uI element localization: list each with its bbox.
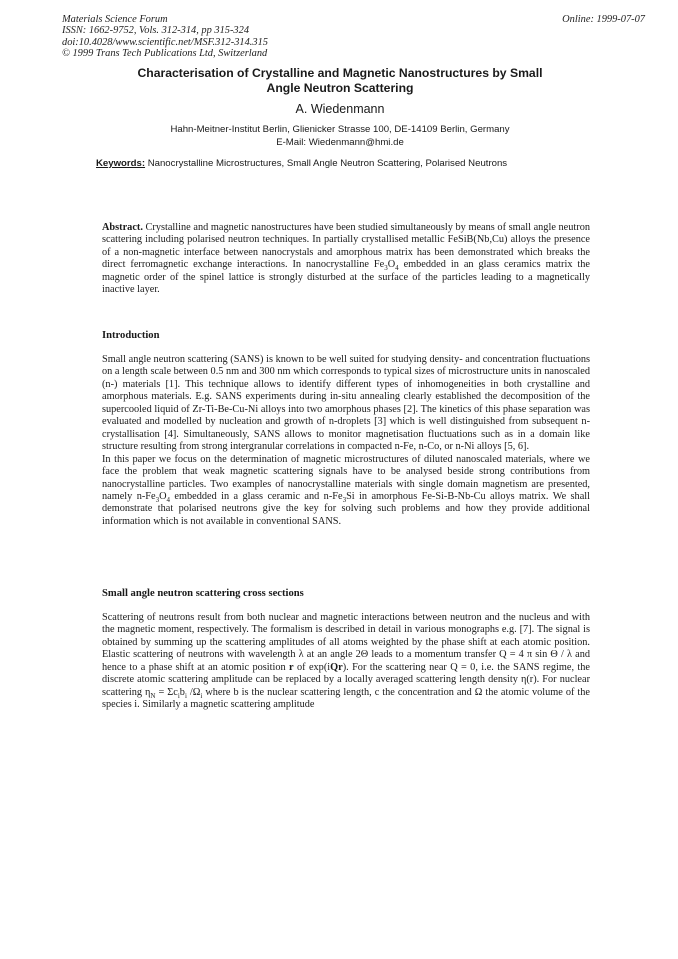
subscript: i <box>184 691 187 700</box>
paragraph-text: Si in amorphous Fe-Si-B-Nb-Cu alloys matrix. We shall demonstrate that polarised neutrons give the key for solving such problems and how they provide additional information which is not available in conventional SANS. <box>102 490 590 527</box>
doi-line[interactable]: doi:10.4028/www.scientific.net/MSF.312-314.315 <box>62 36 268 48</box>
paragraph-text: = Σc <box>155 686 178 698</box>
introduction-paragraph-2 <box>102 454 590 529</box>
abstract <box>102 222 590 297</box>
abstract-text: O <box>387 259 396 271</box>
subscript: 4 <box>395 264 399 273</box>
abstract-text: embedded in an glass ceramics matrix the magnetic order of the spinel lattice is strongly disturbed at the surface of the particles leading to a magnetically inactive layer. <box>102 259 591 296</box>
paragraph-text: of exp(i <box>293 661 331 673</box>
title-line-1: Characterisation of Crystalline and Magnetic Nanostructures by Small <box>137 66 543 80</box>
abstract-text: Crystalline and magnetic nanostructures have been studied simultaneously by means of small angle neutron scattering including polarised neutron techniques. In partially crystallised metallic FeSiB(Nb,Cu) alloys the presence of a non-magnetic interface between nanocrystals and amorphous matrix has been demonstrated which breaks the direct ferromagnetic exchange interactions. In nanocrystalline Fe <box>102 222 590 271</box>
introduction-heading: Introduction <box>102 330 160 341</box>
paragraph-text: ). For the scattering near Q = 0, i.e. the SANS regime, the discrete atomic scattering amplitude can be replaced by a locally averaged scattering length density η(r). For nuclear scattering η <box>102 661 590 698</box>
vector-r: r <box>289 661 294 673</box>
subscript: 3 <box>155 496 160 505</box>
paper-title <box>70 66 610 95</box>
journal-metadata <box>62 14 268 60</box>
paragraph-text: O <box>159 490 167 502</box>
introduction-paragraph-1: Small angle neutron scattering (SANS) is known to be well suited for studying density- and concentration fluctuations on a length scale between 0.5 nm and 300 nm which corresponds to typical sizes of microstructure units in nanoscaled (n-) materials [1]. This technique allows to identify different types of inhomogeneities in both crystalline and amorphous materials. E.g. SANS experiments during in-situ annealing clearly established the decomposition of the supercooled liquid of Zr-Ti-Be-Cu-Ni alloys into two amorphous phases [2]. The kinetics of this phase separation was evaluated and modelled by nucleation and growth of n-droplets [3] which is well distinguished from subsequent n-crystallisation [4]. Simultaneously, SANS allows to monitor magnetisation fluctuations such as in a domain like structure resulting from strong intergranular correlations in compacted n-Fe, n-Co, or n-Ni alloys [5, 6]. <box>102 354 590 453</box>
sans-body <box>102 612 590 712</box>
author-name: A. Wiedenmann <box>295 102 385 116</box>
paragraph-text: Scattering of neutrons result from both nuclear and magnetic interactions between neutron and the nucleus and with the magnetic moment, respectively. The formalism is described in detail in various monographs e.g. [7]. The signal is obtained by summing up the scattering amplitudes of all atoms weighted by the phase shift at each atomic position. Elastic scattering of neutrons with wavelength λ at an angle 2Θ leads to a momentum transfer Q = 4 π sin Θ / λ and hence to a phase shift at an atomic position <box>102 612 590 673</box>
online-date: Online: 1999-07-07 <box>562 14 645 25</box>
subscript: 3 <box>342 496 347 505</box>
subscript: 3 <box>384 264 388 273</box>
paragraph-text: In this paper we focus on the determination of magnetic microstructures of diluted nanoscaled materials, where we face the problem that weak magnetic scattering signals have to be analysed beside strong contributions from nanocrystalline particles. Two examples of nanocrystalline materials with single domain magnetism are presented, namely n-Fe <box>102 453 590 502</box>
affiliation: Hahn-Meitner-Institut Berlin, Glienicker Strasse 100, DE-14109 Berlin, Germany <box>170 124 510 135</box>
keywords-label: Keywords: <box>96 158 146 169</box>
copyright-line: © 1999 Trans Tech Publications Ltd, Switzerland <box>62 48 268 60</box>
paragraph-text: where b is the nuclear scattering length, c the concentration and Ω the atomic volume of the species i. Similarly a magnetic scattering amplitude <box>102 686 590 711</box>
email[interactable]: E-Mail: Wiedenmann@hmi.de <box>276 136 404 148</box>
paragraph-text: embedded in a glass ceramic and n-Fe <box>170 490 343 502</box>
vector-qr: Qr <box>330 661 343 673</box>
subscript: 4 <box>166 496 171 505</box>
journal-name: Materials Science Forum <box>62 14 168 25</box>
affiliation-block <box>70 124 610 149</box>
subscript: N <box>150 691 156 700</box>
keywords <box>96 158 507 169</box>
issn-line: ISSN: 1662-9752, Vols. 312-314, pp 315-324 <box>62 25 250 37</box>
subscript: i <box>200 691 203 700</box>
paragraph-text: b <box>179 686 185 698</box>
keywords-text: Nanocrystalline Microstructures, Small Angle Neutron Scattering, Polarised Neutrons <box>145 158 508 169</box>
title-line-2: Angle Neutron Scattering <box>266 80 414 95</box>
sans-heading: Small angle neutron scattering cross sections <box>102 588 304 599</box>
introduction-body <box>102 354 590 528</box>
abstract-label: Abstract. <box>102 222 143 233</box>
paragraph-text: /Ω <box>186 686 201 698</box>
subscript: i <box>177 691 180 700</box>
